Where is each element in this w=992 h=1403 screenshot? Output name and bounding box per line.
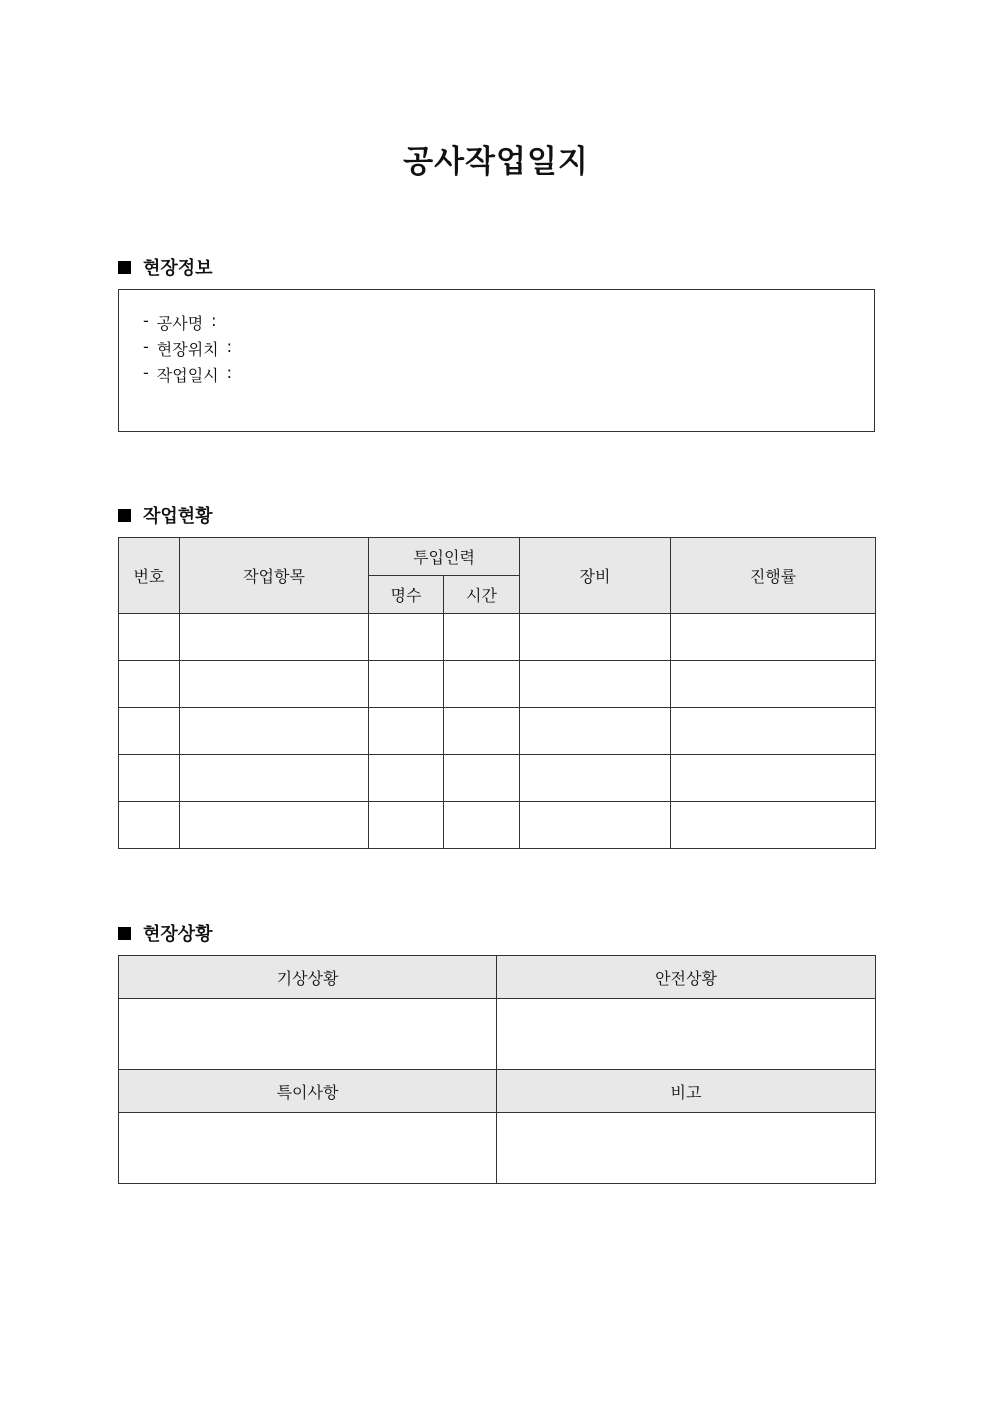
cell-equipment[interactable]	[520, 708, 671, 755]
cell-task[interactable]	[180, 661, 369, 708]
cell-progress[interactable]	[671, 614, 876, 661]
cell-number[interactable]	[119, 802, 180, 849]
col-header-equipment: 장비	[520, 538, 671, 614]
col-header-hours: 시간	[444, 576, 520, 614]
colon: :	[226, 337, 232, 356]
site-info-heading	[118, 254, 213, 280]
table-row	[119, 755, 876, 802]
cell-hours[interactable]	[444, 614, 520, 661]
cell-hours[interactable]	[444, 661, 520, 708]
cell-progress[interactable]	[671, 661, 876, 708]
cell-number[interactable]	[119, 755, 180, 802]
cell-hours[interactable]	[444, 802, 520, 849]
cell-progress[interactable]	[671, 802, 876, 849]
remarks-header: 비고	[497, 1070, 876, 1113]
cell-progress[interactable]	[671, 755, 876, 802]
site-conditions-table	[118, 955, 876, 1184]
work-status-heading-label: 작업현황	[143, 506, 213, 527]
square-bullet-icon	[118, 261, 131, 274]
table-header-row	[119, 538, 876, 576]
cell-headcount[interactable]	[369, 708, 444, 755]
cell-headcount[interactable]	[369, 802, 444, 849]
cell-progress[interactable]	[671, 708, 876, 755]
dash-bullet: -	[143, 337, 149, 356]
col-header-number: 번호	[119, 538, 180, 614]
cell-hours[interactable]	[444, 755, 520, 802]
table-header-row	[119, 1070, 876, 1113]
safety-cell[interactable]	[497, 999, 876, 1070]
cell-equipment[interactable]	[520, 802, 671, 849]
cell-equipment[interactable]	[520, 661, 671, 708]
cell-number[interactable]	[119, 708, 180, 755]
cell-headcount[interactable]	[369, 661, 444, 708]
site-info-box	[118, 289, 875, 432]
cell-equipment[interactable]	[520, 614, 671, 661]
work-status-table	[118, 537, 876, 849]
remarks-cell[interactable]	[497, 1113, 876, 1184]
dash-bullet: -	[143, 311, 149, 330]
table-row	[119, 661, 876, 708]
site-info-heading-label: 현장정보	[143, 258, 213, 279]
colon: :	[211, 311, 217, 330]
table-row	[119, 1113, 876, 1184]
table-header-row	[119, 956, 876, 999]
weather-header: 기상상황	[119, 956, 497, 999]
notes-header: 특이사항	[119, 1070, 497, 1113]
document-title: 공사작업일지	[403, 144, 589, 180]
info-line-project-name	[143, 311, 217, 334]
weather-cell[interactable]	[119, 999, 497, 1070]
site-conditions-heading	[118, 920, 213, 946]
cell-equipment[interactable]	[520, 755, 671, 802]
dash-bullet: -	[143, 363, 149, 382]
work-status-heading	[118, 502, 213, 528]
cell-number[interactable]	[119, 661, 180, 708]
col-header-headcount: 명수	[369, 576, 444, 614]
square-bullet-icon	[118, 927, 131, 940]
cell-headcount[interactable]	[369, 755, 444, 802]
table-row	[119, 802, 876, 849]
cell-task[interactable]	[180, 755, 369, 802]
table-row	[119, 999, 876, 1070]
notes-cell[interactable]	[119, 1113, 497, 1184]
col-header-task: 작업항목	[180, 538, 369, 614]
square-bullet-icon	[118, 509, 131, 522]
project-name-label: 공사명	[156, 314, 204, 333]
colon: :	[226, 363, 232, 382]
table-row	[119, 614, 876, 661]
site-location-label: 현장위치	[156, 340, 219, 359]
cell-number[interactable]	[119, 614, 180, 661]
info-line-work-datetime	[143, 363, 232, 386]
cell-headcount[interactable]	[369, 614, 444, 661]
site-conditions-heading-label: 현장상황	[143, 924, 213, 945]
table-row	[119, 708, 876, 755]
cell-task[interactable]	[180, 802, 369, 849]
cell-hours[interactable]	[444, 708, 520, 755]
cell-task[interactable]	[180, 708, 369, 755]
cell-task[interactable]	[180, 614, 369, 661]
safety-header: 안전상황	[497, 956, 876, 999]
col-header-progress: 진행률	[671, 538, 876, 614]
info-line-site-location	[143, 337, 232, 360]
col-header-manpower: 투입인력	[369, 538, 520, 576]
work-datetime-label: 작업일시	[156, 366, 219, 385]
